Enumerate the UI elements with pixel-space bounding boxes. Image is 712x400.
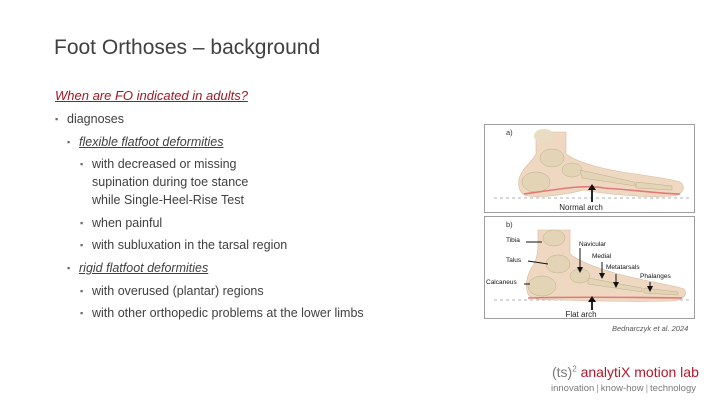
bullet-subluxation: ▪ with subluxation in the tarsal region [80,238,288,252]
panel-a-letter: a) [506,128,513,137]
foot-arch-figure [484,124,711,320]
panel-flat-arch [485,217,695,320]
panel-normal-arch [485,125,695,213]
figure-citation: Bednarczyk et al. 2024 [612,324,689,333]
label-phalanges: Phalanges [640,273,671,280]
bullet-flexible-flatfoot: ▪ flexible flatfoot deformities [67,135,224,149]
bullet-overused-regions: ▪ with overused (plantar) regions [80,284,264,298]
panel-b-caption: Flat arch [565,310,597,319]
panel-a-caption: Normal arch [559,203,603,212]
label-tibia: Tibia [506,237,520,244]
label-metatarsals: Metatarsals [606,264,640,271]
label-medial: Medial [592,253,612,260]
panel-b-letter: b) [506,220,513,229]
bullet-diagnoses: ▪ diagnoses [55,112,124,126]
label-talus: Talus [506,257,522,264]
logo-prefix: (ts) [552,364,573,380]
logo-superscript: 2 [572,364,577,374]
company-logo [552,364,699,380]
label-navicular: Navicular [579,241,607,248]
bullet-decreased-supination: ▪ with decreased or missing supination during toe stance while Single-Heel-Rise Test [80,157,249,207]
logo-tagline: innovation | know-how | technology [551,383,696,394]
logo-brand: analytiX [580,364,631,380]
slide-title: Foot Orthoses – background [54,36,321,59]
bullet-rigid-flatfoot: ▪ rigid flatfoot deformities [67,261,209,275]
question-heading: When are FO indicated in adults? [55,88,248,103]
label-calcaneus: Calcaneus [486,279,517,286]
bullet-orthopedic-problems: ▪ with other orthopedic problems at the lower limbs [80,306,364,320]
logo-suffix: motion lab [634,364,699,380]
bullet-when-painful: ▪ when painful [80,216,163,230]
